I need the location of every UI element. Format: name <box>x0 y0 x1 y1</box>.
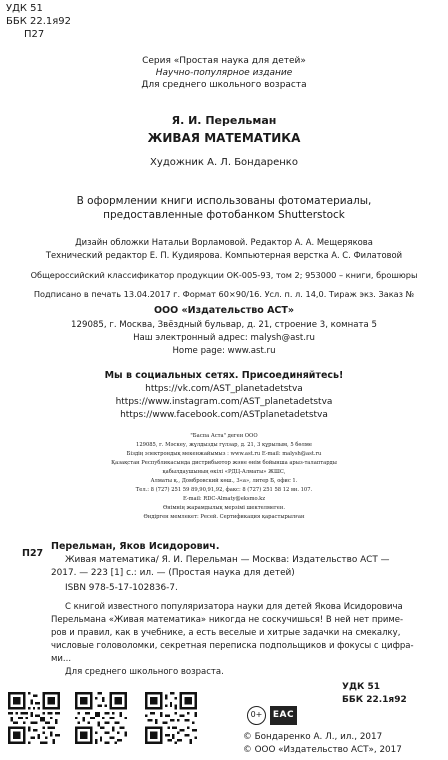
publisher-address: 129085, г. Москва, Звёздный бульвар, д. 21, строение 3, комната 5 <box>71 320 377 330</box>
copyright-line: © ООО «Издательство АСТ», 2017 <box>243 745 402 755</box>
kazakh-info-line: Біздің электрондық мекенжайымыз : www.ast.ru E-mail: malysh@ast.ru <box>126 451 322 457</box>
photo-note-line: предоставленные фотобанком Shutterstock <box>103 209 345 221</box>
qr-code-facebook[interactable] <box>145 692 197 744</box>
kazakh-info-line: Тел.: 8 (727) 251 59 89,90,91,92, факс: 8 (727) 251 58 12 вн. 107. <box>135 487 313 493</box>
annotation-line: числовые головоломки, секретная переписка подпольщиков и фокусы с цифра- <box>51 641 414 651</box>
social-heading: Мы в социальных сетях. Присоединяйтесь! <box>104 370 344 381</box>
age-rating-text: 0+ <box>250 710 263 719</box>
kazakh-info-line: 129085, г. Мәскеу, жұлдызды гүлзар, д. 21, 3 құрылым, 5 бөлме <box>136 442 312 448</box>
copyright-line: © Бондаренко А. Л., ил., 2017 <box>243 732 383 742</box>
social-link-instagram[interactable]: https://www.instagram.com/AST_planetadetstva <box>115 397 333 407</box>
qr-code-instagram[interactable] <box>75 692 127 744</box>
kazakh-info-line: Алматы қ., Домбровский көш., 3«а», литер Б, офис 1. <box>150 478 298 484</box>
kazakh-info-line: Өндірген мемлекет: Ресей. Сертификация қарастырылған <box>143 514 305 520</box>
book-author: Я. И. Перельман <box>171 114 277 127</box>
annotation-line: Для среднего школьного возраста. <box>65 667 224 677</box>
catalog-author: Перельман, Яков Исидорович. <box>51 541 220 552</box>
catalog-code-top: П27 <box>24 29 45 40</box>
age-group: Для среднего школьного возраста <box>141 80 307 90</box>
edition-type: Научно-популярное издание <box>155 68 293 78</box>
staff-line: Технический редактор Е. П. Кудиярова. Компьютерная верстка А. С. Филатовой <box>45 250 403 260</box>
artist-credit: Художник А. Л. Бондаренко <box>150 157 298 168</box>
kazakh-info-line: қабылдаушының өкілі «РДЦ-Алматы» ЖШС, <box>162 469 286 475</box>
eac-mark-text: EAC <box>272 710 295 720</box>
photo-note-line: В оформлении книги использованы фотоматериалы, <box>76 195 372 207</box>
bbk-code-bottom: ББК 22.1я92 <box>342 695 407 705</box>
kazakh-info-line: E-mail: RDC-Almaty@eksmo.kz <box>182 496 266 502</box>
staff-line: Дизайн обложки Натальи Ворламовой. Редактор А. А. Мещерякова <box>75 237 373 247</box>
bbk-code-top: ББК 22.1я92 <box>6 16 72 27</box>
udk-code-top: УДК 51 <box>6 3 43 14</box>
annotation-line: ров и правил, как в учебнике, а есть веселые и хитрые задачки на смекалку, <box>51 628 401 638</box>
print-info: Подписано в печать 13.04.2017 г. Формат 60×90/16. Усл. п. л. 14,0. Тираж экз. Заказ № <box>33 289 415 299</box>
annotation-line: ми... <box>51 654 72 664</box>
catalog-isbn: ISBN 978-5-17-102836-7. <box>65 583 178 593</box>
kazakh-info-line: Қазақстан Республикасында дистрибьютор және өнім бойынша арыз-талаптарды <box>111 460 337 466</box>
annotation-line: Перельмана «Живая математика» никогда не соскучишься! В ней нет приме- <box>51 615 404 625</box>
catalog-entry-line: Живая математика/ Я. И. Перельман — Москва: Издательство АСТ — <box>65 555 390 565</box>
catalog-code: П27 <box>22 548 44 559</box>
kazakh-info-line: "Баспа Аста" деген ООО <box>190 433 258 439</box>
catalog-entry-line: 2017. — 223 [1] с.: ил. — (Простая наука для детей) <box>51 568 295 578</box>
udk-code-bottom: УДК 51 <box>342 682 380 692</box>
eac-mark <box>270 706 297 725</box>
social-link-facebook[interactable]: https://www.facebook.com/ASTplanetadetstva <box>120 410 328 420</box>
product-classifier: Общероссийский классификатор продукции ОК-005-93, том 2; 953000 – книги, брошюры <box>30 270 418 280</box>
qr-code-vk[interactable] <box>8 692 60 744</box>
annotation-line: С книгой известного популяризатора науки для детей Якова Исидоровича <box>65 602 403 612</box>
kazakh-info-line: Өнімнің жарамдылық мерзімі шектелмеген. <box>163 505 285 511</box>
series-name: Серия «Простая наука для детей» <box>142 56 306 66</box>
social-link-vk[interactable]: https://vk.com/AST_planetadetstva <box>145 384 303 394</box>
age-rating-badge <box>247 706 266 725</box>
book-title: ЖИВАЯ МАТЕМАТИКА <box>147 131 301 145</box>
publisher-email: Наш электронный адрес: malysh@ast.ru <box>133 333 315 343</box>
publisher-homepage: Home page: www.ast.ru <box>172 346 276 356</box>
publisher-name: ООО «Издательство АСТ» <box>153 305 295 316</box>
